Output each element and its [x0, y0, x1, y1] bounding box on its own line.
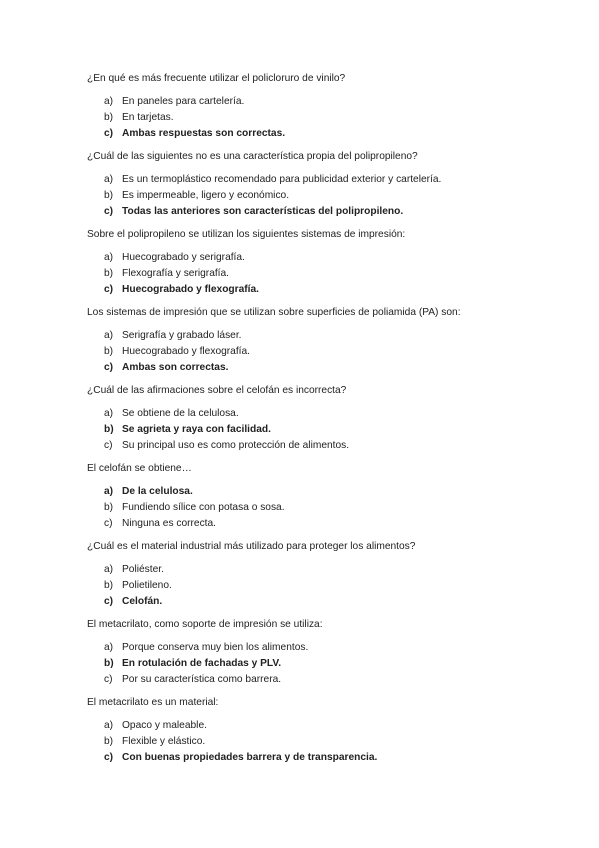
option-letter: b) [104, 346, 114, 357]
option-item [104, 267, 539, 280]
option-letter: a) [104, 96, 114, 107]
option-text: Celofán. [122, 596, 163, 607]
question-block [87, 72, 539, 140]
option-list [104, 485, 539, 530]
option-item [104, 641, 539, 654]
option-item [104, 735, 539, 748]
option-letter: c) [104, 206, 114, 217]
option-text: Ambas son correctas. [122, 362, 229, 373]
option-item [104, 111, 539, 124]
option-text: Polietileno. [122, 580, 172, 591]
question-text: El metacrilato, como soporte de impresión se utiliza: [87, 619, 323, 630]
option-text: Huecograbado y serigrafía. [122, 252, 245, 263]
option-letter: c) [104, 128, 114, 139]
option-item [104, 673, 539, 686]
option-text: Con buenas propiedades barrera y de transparencia. [122, 752, 378, 763]
option-item-correct [104, 485, 539, 498]
option-list [104, 95, 539, 140]
question-block [87, 384, 539, 452]
option-text: Es impermeable, ligero y económico. [122, 190, 290, 201]
option-text: Opaco y maleable. [122, 720, 207, 731]
option-item [104, 517, 539, 530]
option-text: Flexible y elástico. [122, 736, 206, 747]
option-text: En paneles para cartelería. [122, 96, 245, 107]
question-text: El metacrilato es un material: [87, 697, 219, 708]
option-item-correct [104, 423, 539, 436]
question-text: Los sistemas de impresión que se utilizan sobre superficies de poliamida (PA) son: [87, 307, 461, 318]
option-item-correct [104, 205, 539, 218]
question-block [87, 462, 539, 530]
option-item [104, 251, 539, 264]
option-letter: c) [104, 440, 113, 451]
option-letter: a) [104, 174, 114, 185]
option-text: Ninguna es correcta. [122, 518, 217, 529]
option-letter: b) [104, 190, 114, 201]
option-letter: a) [104, 252, 114, 263]
option-text: Fundiendo sílice con potasa o sosa. [122, 502, 285, 513]
option-item [104, 719, 539, 732]
question-block [87, 696, 539, 764]
option-letter: c) [104, 284, 114, 295]
option-item-correct [104, 127, 539, 140]
question-text: El celofán se obtiene… [87, 463, 192, 474]
option-letter: b) [104, 268, 114, 279]
option-letter: b) [104, 736, 114, 747]
option-item [104, 189, 539, 202]
option-letter: b) [104, 580, 114, 591]
option-letter: a) [104, 486, 114, 497]
question-block [87, 150, 539, 218]
question-block [87, 306, 539, 374]
option-letter: b) [104, 658, 114, 669]
option-item [104, 407, 539, 420]
option-item-correct [104, 657, 539, 670]
option-letter: b) [104, 112, 114, 123]
option-letter: a) [104, 720, 114, 731]
option-item [104, 501, 539, 514]
option-item [104, 439, 539, 452]
option-letter: c) [104, 674, 113, 685]
option-text: Todas las anteriores son características del polipropileno. [122, 206, 404, 217]
question-text: ¿En qué es más frecuente utilizar el policloruro de vinilo? [87, 73, 346, 84]
option-text: De la celulosa. [122, 486, 193, 497]
option-list [104, 329, 539, 374]
option-letter: c) [104, 596, 114, 607]
question-block [87, 540, 539, 608]
option-item [104, 95, 539, 108]
option-letter: b) [104, 424, 114, 435]
option-item [104, 173, 539, 186]
option-text: Flexografía y serigrafía. [122, 268, 230, 279]
option-list [104, 563, 539, 608]
option-list [104, 719, 539, 764]
option-list [104, 251, 539, 296]
option-item [104, 563, 539, 576]
option-letter: a) [104, 642, 114, 653]
option-text: Por su característica como barrera. [122, 674, 282, 685]
question-text: ¿Cuál de las siguientes no es una característica propia del polipropileno? [87, 151, 418, 162]
option-text: En rotulación de fachadas y PLV. [122, 658, 282, 669]
option-text: Se obtiene de la celulosa. [122, 408, 239, 419]
question-text: ¿Cuál de las afirmaciones sobre el celofán es incorrecta? [87, 385, 347, 396]
option-list [104, 173, 539, 218]
option-text: Poliéster. [122, 564, 164, 575]
option-text: En tarjetas. [122, 112, 174, 123]
option-letter: c) [104, 362, 114, 373]
option-letter: c) [104, 752, 114, 763]
option-list [104, 407, 539, 452]
option-text: Se agrieta y raya con facilidad. [122, 424, 271, 435]
option-letter: a) [104, 408, 114, 419]
option-item-correct [104, 751, 539, 764]
question-block [87, 618, 539, 686]
option-item [104, 329, 539, 342]
option-letter: a) [104, 330, 114, 341]
option-item [104, 579, 539, 592]
option-item [104, 345, 539, 358]
option-letter: c) [104, 518, 113, 529]
option-text: Ambas respuestas son correctas. [122, 128, 286, 139]
question-text: Sobre el polipropileno se utilizan los siguientes sistemas de impresión: [87, 229, 406, 240]
option-text: Su principal uso es como protección de alimentos. [122, 440, 350, 451]
option-text: Huecograbado y flexografía. [122, 284, 259, 295]
option-text: Huecograbado y flexografía. [122, 346, 250, 357]
option-letter: a) [104, 564, 114, 575]
option-letter: b) [104, 502, 114, 513]
option-item-correct [104, 361, 539, 374]
question-text: ¿Cuál es el material industrial más utilizado para proteger los alimentos? [87, 541, 416, 552]
option-item-correct [104, 283, 539, 296]
option-text: Es un termoplástico recomendado para publicidad exterior y cartelería. [122, 174, 442, 185]
option-item-correct [104, 595, 539, 608]
option-text: Serigrafía y grabado láser. [122, 330, 242, 341]
option-list [104, 641, 539, 686]
option-text: Porque conserva muy bien los alimentos. [122, 642, 309, 653]
question-block [87, 228, 539, 296]
